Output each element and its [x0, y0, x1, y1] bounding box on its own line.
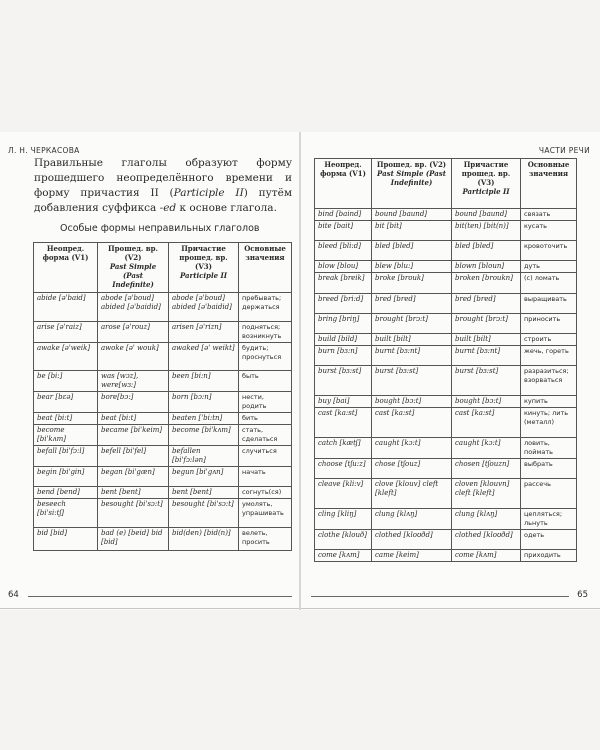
table-row [34, 371, 292, 392]
cell-meaning: кровоточить [521, 241, 577, 261]
header-v3-sub: Participle II [179, 271, 228, 280]
header-meaning: Основные значения [521, 159, 577, 209]
cell-v1: cleave [kli:v] [315, 479, 372, 509]
header-v1: Неопред. форма (V1) [315, 159, 372, 209]
cell-v2: arose [ə'rouz] [98, 322, 169, 343]
cell-v3: blown [bloun] [452, 261, 521, 273]
table-row [315, 294, 577, 314]
cell-v3: chosen [tʃouzn] [452, 459, 521, 479]
table-row [34, 467, 292, 487]
cell-v2: bit [bit] [372, 221, 452, 241]
cell-v3: built [bilt] [452, 334, 521, 346]
table-row [34, 392, 292, 413]
cell-v1: befall [bi'fɔ:l] [34, 446, 98, 467]
table-row [34, 499, 292, 528]
cell-v3: bought [bɔ:t] [452, 396, 521, 408]
cell-v3: brought [brɔ:t] [452, 314, 521, 334]
cell-v1: arise [ə'raiz] [34, 322, 98, 343]
footer-rule [311, 596, 569, 597]
table-body [315, 209, 577, 562]
table-row [315, 408, 577, 438]
irregular-verbs-table [33, 242, 292, 551]
cell-meaning: связать [521, 209, 577, 221]
cell-meaning: начать [239, 467, 292, 487]
header-v2-sub: Past Simple (Past Indefinite) [109, 262, 157, 289]
right-page [301, 132, 600, 610]
cell-v1: bid [bid] [34, 528, 98, 551]
cell-meaning: выращивать [521, 294, 577, 314]
cell-v3: bit(ten) [bit(n)] [452, 221, 521, 241]
cell-meaning: (с) ломать [521, 273, 577, 294]
cell-meaning: быть [239, 371, 292, 392]
cell-v3: burst [bɜ:st] [452, 366, 521, 396]
intro-suffix: -ed [159, 202, 177, 214]
cell-v2: blew [blu:] [372, 261, 452, 273]
cell-v2: beat [bi:t] [98, 413, 169, 425]
table-row [315, 346, 577, 366]
running-head: ЧАСТИ РЕЧИ [538, 146, 590, 155]
cell-v1: break [breik] [315, 273, 372, 294]
cell-meaning: кусать [521, 221, 577, 241]
cell-v2: cast [ka:st] [372, 408, 452, 438]
cell-v2: bad (e) [beid] bid [bid] [98, 528, 169, 551]
cell-v1: beseech [bi'si:tʃ] [34, 499, 98, 528]
page-number: 65 [577, 590, 588, 600]
cell-v3: bent [bent] [169, 487, 239, 499]
table-row [34, 343, 292, 371]
cell-v2: bred [bred] [372, 294, 452, 314]
cell-meaning: согнуть(ся) [239, 487, 292, 499]
cell-v2: besought [bi'sɔ:t] [98, 499, 169, 528]
page-edge [301, 608, 600, 609]
left-page [0, 132, 299, 610]
cell-meaning: приходить [521, 550, 577, 562]
table-row [315, 509, 577, 530]
cell-v2: bled [bled] [372, 241, 452, 261]
cell-v1: blow [blou] [315, 261, 372, 273]
cell-v3: beaten ['bi:tn] [169, 413, 239, 425]
cell-v3: come [kʌm] [452, 550, 521, 562]
cell-v1: cling [kliŋ] [315, 509, 372, 530]
header-v2 [98, 243, 169, 293]
cell-v3: arisen [ə'rizn] [169, 322, 239, 343]
cell-v2: came [keim] [372, 550, 452, 562]
table-row [315, 209, 577, 221]
table-row [315, 221, 577, 241]
table-body [34, 293, 292, 551]
cell-meaning: нести, родить [239, 392, 292, 413]
header-meaning: Основные значения [239, 243, 292, 293]
cell-v1: clothe [klouð] [315, 530, 372, 550]
cell-meaning: рассечь [521, 479, 577, 509]
cell-v2: burnt [bɜ:nt] [372, 346, 452, 366]
cell-v3: begun [bi'gʌn] [169, 467, 239, 487]
header-v3-main: Причастие прошед. вр. (V3) [179, 244, 228, 271]
cell-v3: caught [kɔ:t] [452, 438, 521, 459]
table-header-row [315, 159, 577, 209]
cell-meaning: разразиться; взорваться [521, 366, 577, 396]
cell-meaning: кинуть; лить (металл) [521, 408, 577, 438]
cell-v1: awake [ə'weik] [34, 343, 98, 371]
cell-v2: chose [tʃouz] [372, 459, 452, 479]
cell-v1: cast [ka:st] [315, 408, 372, 438]
cell-v1: burst [bɜ:st] [315, 366, 372, 396]
header-v3-main: Причастие прошед. вр. (V3) [461, 160, 511, 187]
cell-v2: bought [bɔ:t] [372, 396, 452, 408]
table-row [315, 366, 577, 396]
cell-v1: beat [bi:t] [34, 413, 98, 425]
cell-v2: befell [bi'fel] [98, 446, 169, 467]
footer-rule [28, 596, 292, 597]
header-v2-main: Прошед. вр. (V2) [108, 244, 158, 262]
running-head: Л. Н. ЧЕРКАСОВА [8, 146, 80, 155]
table-row [315, 396, 577, 408]
cell-v3: burnt [bɜ:nt] [452, 346, 521, 366]
cell-v3: clothed [kloʊðd] [452, 530, 521, 550]
cell-v1: bend [bend] [34, 487, 98, 499]
header-v3-sub: Participle II [462, 187, 510, 196]
cell-v1: bring [briŋ] [315, 314, 372, 334]
cell-meaning: пребывать; держаться [239, 293, 292, 322]
irregular-verbs-table [314, 158, 577, 562]
cell-meaning: будить; проснуться [239, 343, 292, 371]
cell-v3: bled [bled] [452, 241, 521, 261]
table-header-row [34, 243, 292, 293]
cell-meaning: случиться [239, 446, 292, 467]
table-row [34, 487, 292, 499]
cell-v3: besought [bi'sɔ:t] [169, 499, 239, 528]
cell-v1: bind [baind] [315, 209, 372, 221]
table-row [315, 241, 577, 261]
cell-meaning: дуть [521, 261, 577, 273]
cell-v2: was [wɔz], were[wɜ:] [98, 371, 169, 392]
cell-meaning: одеть [521, 530, 577, 550]
cell-meaning: выбрать [521, 459, 577, 479]
cell-v2: brought [brɔ:t] [372, 314, 452, 334]
page-number: 64 [8, 590, 19, 600]
cell-v1: build [bild] [315, 334, 372, 346]
table-row [315, 261, 577, 273]
cell-meaning: умолять, упрашивать [239, 499, 292, 528]
table-row [34, 528, 292, 551]
cell-v1: become [bi'kʌm] [34, 425, 98, 446]
table-row [34, 446, 292, 467]
intro-text: к основе глагола. [176, 202, 277, 214]
cell-v3: bred [bred] [452, 294, 521, 314]
cell-meaning: цепляться; льнуть [521, 509, 577, 530]
cell-v1: bear [bɛə] [34, 392, 98, 413]
cell-v2: built [bilt] [372, 334, 452, 346]
cell-v2: caught [kɔ:t] [372, 438, 452, 459]
table-row [315, 530, 577, 550]
table-row [315, 550, 577, 562]
table-row [315, 334, 577, 346]
cell-v2: clung [klʌŋ] [372, 509, 452, 530]
cell-v3: been [bi:n] [169, 371, 239, 392]
cell-v3: awaked [ə' weikt] [169, 343, 239, 371]
header-v2-main: Прошед. вр. (V2) [376, 160, 447, 169]
table-row [34, 425, 292, 446]
cell-v1: breed [bri:d] [315, 294, 372, 314]
cell-meaning: подняться; возникнуть [239, 322, 292, 343]
header-v2 [372, 159, 452, 209]
cell-meaning: велеть, просить [239, 528, 292, 551]
cell-v2: clothed [kloʊðd] [372, 530, 452, 550]
cell-v1: bleed [bli:d] [315, 241, 372, 261]
cell-v1: begin [bi'gin] [34, 467, 98, 487]
table-row [315, 479, 577, 509]
cell-v3: bid(den) [bid(n)] [169, 528, 239, 551]
cell-v1: bite [bait] [315, 221, 372, 241]
cell-v3: befallen [bi'fɔ:lən] [169, 446, 239, 467]
cell-v1: buy [bai] [315, 396, 372, 408]
cell-v2: awoke [ə' wouk] [98, 343, 169, 371]
cell-v3: clung [klʌŋ] [452, 509, 521, 530]
intro-term: Participle II [173, 187, 244, 199]
header-v2-sub: Past Simple (Past Indefinite) [377, 169, 446, 187]
page-edge [0, 608, 299, 609]
intro-text: Правильные глаголы образуют форму прошедшего неопределённого времени и форму причастия II ( [34, 157, 292, 199]
table-row [34, 322, 292, 343]
cell-meaning: стать, сделаться [239, 425, 292, 446]
table-row [315, 438, 577, 459]
cell-v2: broke [brouk] [372, 273, 452, 294]
header-v3 [452, 159, 521, 209]
cell-v3: cloven [klouvn] cleft [kleft] [452, 479, 521, 509]
cell-v3: bound [baund] [452, 209, 521, 221]
cell-meaning: ловить, поймать [521, 438, 577, 459]
cell-v2: bore[bɔ:] [98, 392, 169, 413]
cell-v2: clove [klouv] cleft [kleft] [372, 479, 452, 509]
table-row [315, 314, 577, 334]
cell-v2: bound [baund] [372, 209, 452, 221]
cell-meaning: приносить [521, 314, 577, 334]
cell-v1: choose [tʃu:z] [315, 459, 372, 479]
cell-v1: catch [kætʃ] [315, 438, 372, 459]
cell-v2: began [bi'gæn] [98, 467, 169, 487]
table-row [315, 459, 577, 479]
cell-v3: abode [ə'boud] abided [ə'baidid] [169, 293, 239, 322]
cell-v3: become [bi'kʌm] [169, 425, 239, 446]
intro-text: ) путём добавления суффикса [34, 187, 292, 214]
intro-paragraph [34, 156, 292, 216]
table-row [34, 293, 292, 322]
cell-meaning: строить [521, 334, 577, 346]
cell-v2: abode [ə'boud] abided [ə'baidid] [98, 293, 169, 322]
cell-v1: be [bi:] [34, 371, 98, 392]
cell-meaning: жечь, гореть [521, 346, 577, 366]
cell-v1: come [kʌm] [315, 550, 372, 562]
cell-v2: bent [bent] [98, 487, 169, 499]
table-caption: Особые формы неправильных глаголов [60, 223, 260, 234]
cell-meaning: бить [239, 413, 292, 425]
cell-v1: abide [ə'baid] [34, 293, 98, 322]
cell-meaning: купить [521, 396, 577, 408]
table-row [34, 413, 292, 425]
cell-v2: burst [bɜ:st] [372, 366, 452, 396]
cell-v2: became [bi'keim] [98, 425, 169, 446]
cell-v3: cast [ka:st] [452, 408, 521, 438]
cell-v1: burn [bɜ:n] [315, 346, 372, 366]
header-v1: Неопред. форма (V1) [34, 243, 98, 293]
cell-v3: broken [broukn] [452, 273, 521, 294]
table-row [315, 273, 577, 294]
header-v3 [169, 243, 239, 293]
cell-v3: born [bɔ:n] [169, 392, 239, 413]
